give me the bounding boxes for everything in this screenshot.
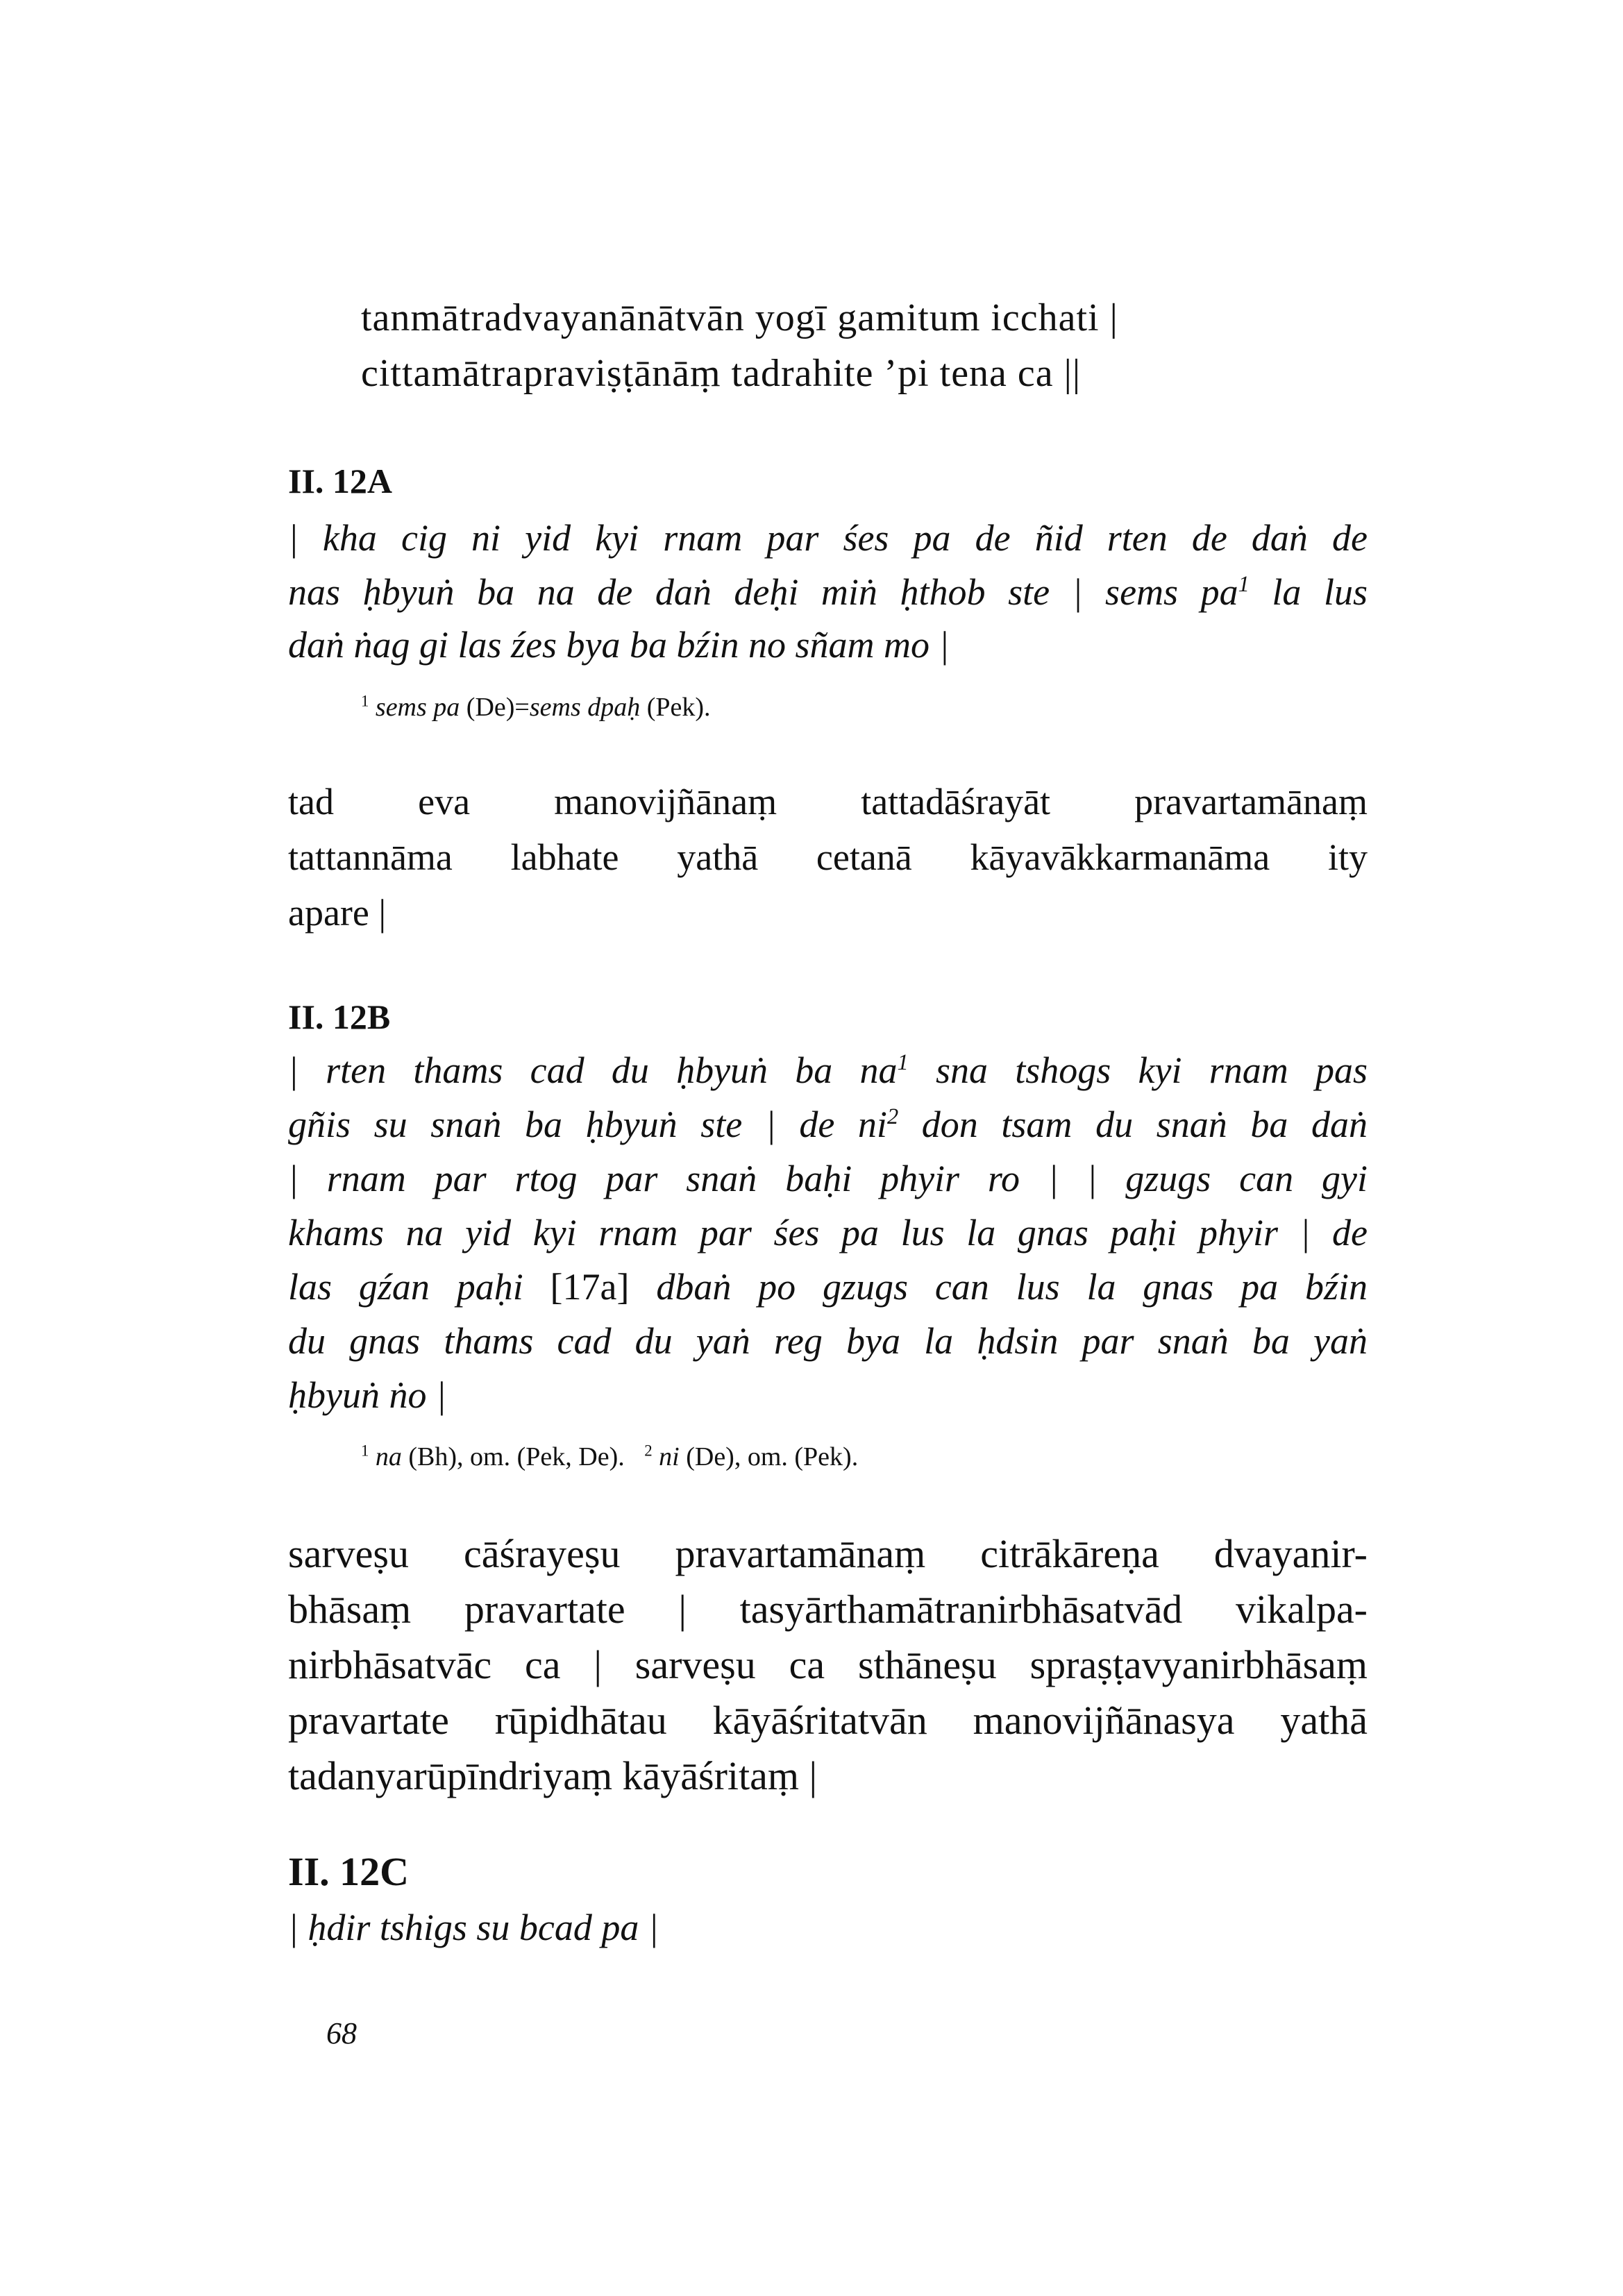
footnote-marker: 1 — [897, 1050, 909, 1075]
tibetan-text: la lus — [1249, 571, 1368, 613]
tibetan-text: | rten thams cad du ḥbyuṅ ba na — [288, 1049, 898, 1091]
footnote-text: (De)= — [460, 693, 530, 722]
tibetan-12b-line-5 — [288, 1268, 1368, 1306]
sanskrit-12b-line-3: nirbhāsatvāc ca | sarveṣu ca sthāneṣu spraṣṭavyanirbhāsaṃ — [288, 1642, 1368, 1687]
sanskrit-12a-line-2: tattannāma labhate yathā cetanā kāyavākkarmanāma ity — [288, 836, 1368, 878]
tibetan-12a-line-1: | kha cig ni yid kyi rnam par śes pa de ñid rten de daṅ de — [288, 517, 1368, 559]
footnote-marker: 2 — [886, 1104, 899, 1129]
section-heading-12a: II. 12A — [288, 462, 393, 500]
tibetan-12a-line-3: daṅ ṅag gi las źes bya ba bźin no sñam mo | — [288, 624, 950, 666]
verse-line-1: tanmātradvayanānātvān yogī gamitum icchati | — [361, 296, 1118, 339]
footnotes-12b — [361, 1444, 858, 1470]
tibetan-12b-line-1 — [288, 1049, 1368, 1091]
tibetan-text: nas ḥbyuṅ ba na de daṅ deḥi miṅ ḥthob ste | sems pa — [288, 571, 1238, 613]
section-heading-12b: II. 12B — [288, 997, 391, 1036]
footnote-term: na — [375, 1442, 402, 1471]
sanskrit-12b-line-4: pravartate rūpidhātau kāyāśritatvān manovijñānasya yathā — [288, 1698, 1368, 1743]
sanskrit-12b-line-5: tadanyarūpīndriyaṃ kāyāśritaṃ | — [288, 1753, 818, 1798]
tibetan-12b-line-4: khams na yid kyi rnam par śes pa lus la gnas paḥi phyir | de — [288, 1212, 1368, 1253]
footnote-12a — [361, 694, 711, 720]
footnote-text: (Pek). — [640, 693, 711, 722]
sanskrit-12b-line-2: bhāsaṃ pravartate | tasyārthamātranirbhāsatvād vikalpa- — [288, 1587, 1368, 1632]
sanskrit-12b-line-1: sarveṣu cāśrayeṣu pravartamānaṃ citrākāreṇa dvayanir- — [288, 1531, 1368, 1576]
footnote-text: (Bh), om. (Pek, De). — [401, 1442, 625, 1471]
footnote-marker: 1 — [1238, 572, 1250, 597]
tibetan-12c-line-1: | ḥdir tshigs su bcad pa | — [288, 1907, 659, 1948]
footnote-number: 2 — [644, 1442, 653, 1460]
tibetan-12b-line-2 — [288, 1106, 1368, 1143]
tibetan-12b-line-6: du gnas thams cad du yaṅ reg bya la ḥdsin par snaṅ ba yaṅ — [288, 1320, 1368, 1362]
footnote-text: (De), om. (Pek). — [679, 1442, 859, 1471]
tibetan-12a-line-2 — [288, 573, 1368, 611]
page-number: 68 — [326, 2016, 357, 2050]
sanskrit-12a-line-1: tad eva manovijñānaṃ tattadāśrayāt pravartamānaṃ — [288, 781, 1368, 822]
footnote-number: 1 — [361, 692, 369, 710]
tibetan-text: sna tshogs kyi rnam pas — [908, 1049, 1368, 1091]
tibetan-text: las gźan paḥi — [288, 1266, 523, 1308]
tibetan-text: gñis su snaṅ ba ḥbyuṅ ste | de ni — [288, 1104, 887, 1145]
verse-line-2: cittamātrapraviṣṭānāṃ tadrahite ’pi tena ca || — [361, 352, 1082, 395]
tibetan-12b-line-7: ḥbyuṅ ṅo | — [288, 1374, 446, 1416]
section-heading-12c: II. 12C — [288, 1849, 410, 1894]
footnote-term: ni — [659, 1442, 680, 1471]
footnote-term: sems pa — [375, 693, 460, 722]
folio-marker: [17a] — [550, 1266, 630, 1308]
tibetan-text: don tsam du snaṅ ba daṅ — [898, 1104, 1368, 1145]
footnote-term: sems dpaḥ — [529, 693, 641, 722]
footnote-number: 1 — [361, 1442, 369, 1460]
tibetan-12b-line-3: | rnam par rtog par snaṅ baḥi phyir ro | | gzugs can gyi — [288, 1158, 1368, 1199]
sanskrit-12a-line-3: apare | — [288, 892, 387, 934]
tibetan-text: dbaṅ po gzugs can lus la gnas pa bźin — [629, 1266, 1368, 1308]
